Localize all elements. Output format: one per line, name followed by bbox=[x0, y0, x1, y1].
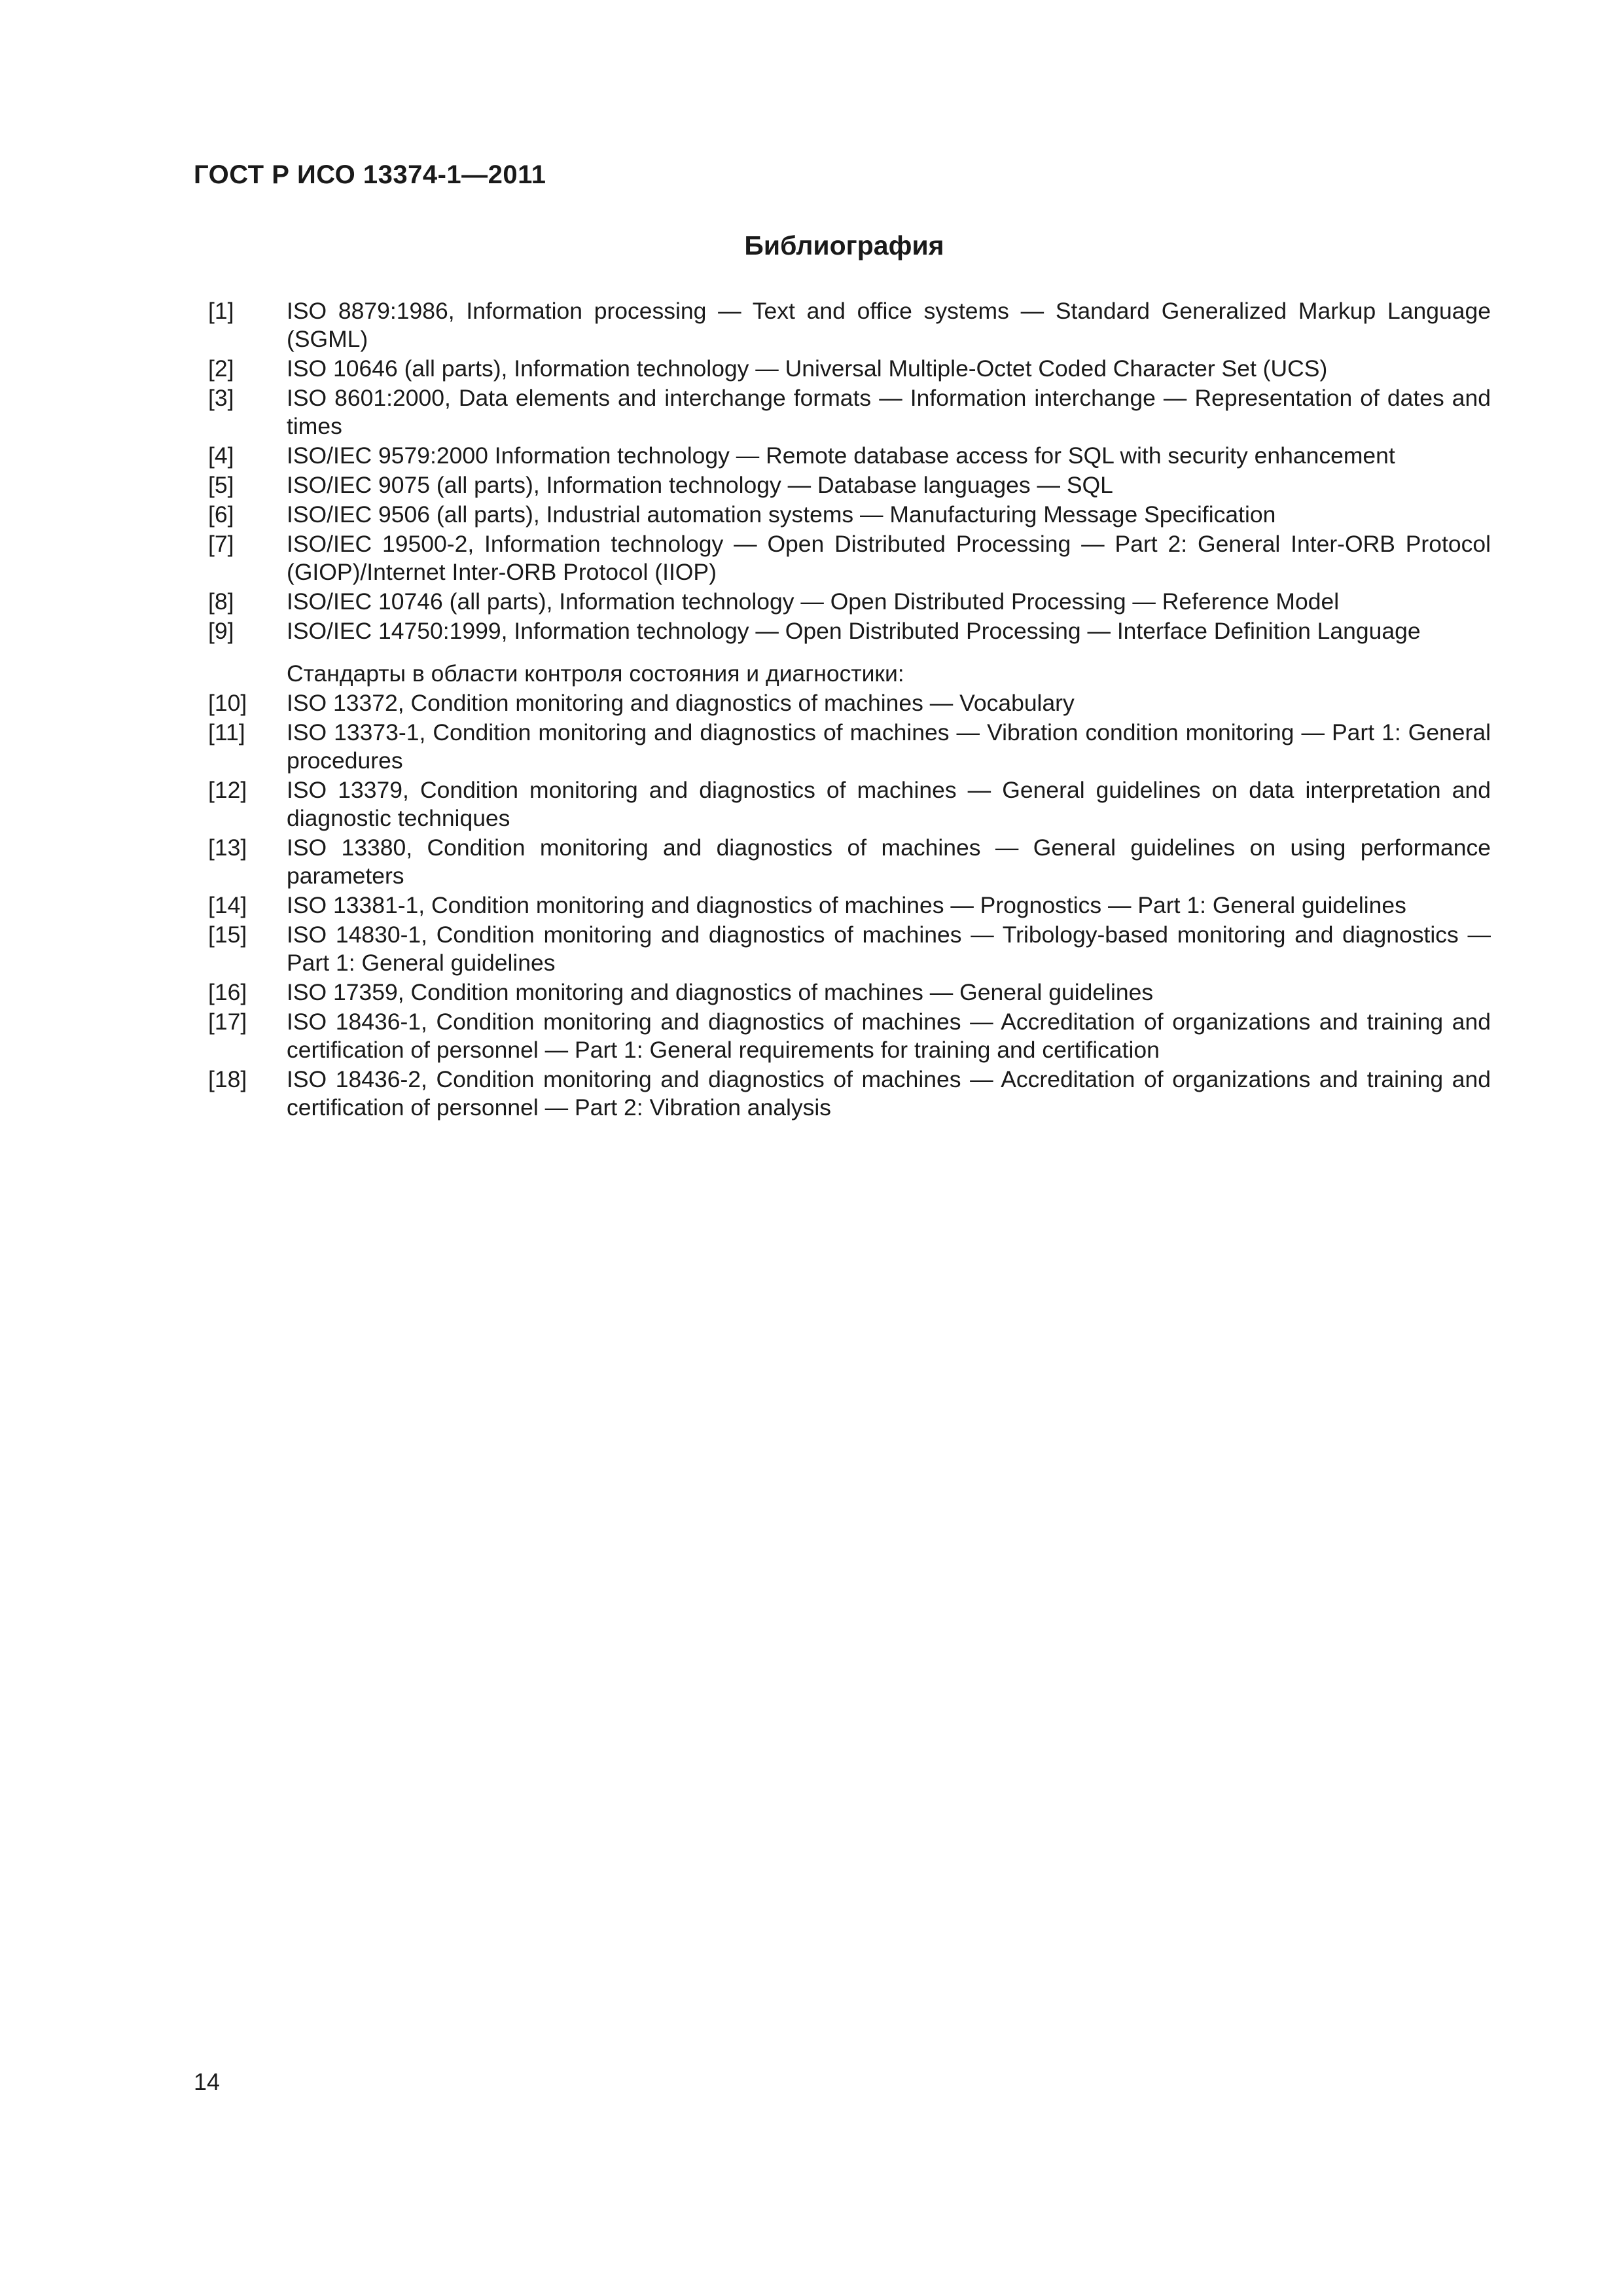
reference-number: [4] bbox=[208, 442, 234, 469]
reference-number: [5] bbox=[208, 472, 234, 498]
reference-text: ISO 8879:1986, Information processing — Text and office systems — Standard Generalized Markup Language (SGML) bbox=[287, 298, 1491, 352]
bibliography-item-10 bbox=[208, 689, 1491, 717]
reference-number: [18] bbox=[208, 1066, 247, 1092]
reference-text: ISO/IEC 9579:2000 Information technology — Remote database access for SQL with security enhancement bbox=[287, 442, 1395, 469]
reference-text: ISO/IEC 19500-2, Information technology — Open Distributed Processing — Part 2: General Inter-ORB Protocol (GIOP)/Internet Inter-ORB Protocol (IIOP) bbox=[287, 531, 1491, 585]
reference-number: [17] bbox=[208, 1009, 247, 1035]
reference-text: ISO/IEC 9506 (all parts), Industrial automation systems — Manufacturing Message Specification bbox=[287, 501, 1276, 528]
bibliography-item-6 bbox=[208, 501, 1491, 529]
bibliography-item-3 bbox=[208, 384, 1491, 440]
reference-text: ISO 13373-1, Condition monitoring and diagnostics of machines — Vibration condition monitoring — Part 1: General procedures bbox=[287, 719, 1491, 774]
bibliography-item-9 bbox=[208, 617, 1491, 645]
bibliography-title: Библиография bbox=[744, 230, 944, 260]
reference-number: [12] bbox=[208, 777, 247, 803]
reference-text: ISO/IEC 10746 (all parts), Information technology — Open Distributed Processing — Reference Model bbox=[287, 588, 1340, 615]
reference-number: [3] bbox=[208, 385, 234, 411]
reference-text: ISO 14830-1, Condition monitoring and diagnostics of machines — Tribology-based monitoring and diagnostics — Part 1: General guidelines bbox=[287, 922, 1491, 976]
reference-text: ISO 13372, Condition monitoring and diagnostics of machines — Vocabulary bbox=[287, 690, 1075, 716]
bibliography-item-15 bbox=[208, 921, 1491, 977]
reference-number: [8] bbox=[208, 588, 234, 615]
reference-text: ISO 18436-2, Condition monitoring and diagnostics of machines — Accreditation of organizations and training and certification of personnel — Part 2: Vibration analysis bbox=[287, 1066, 1491, 1121]
reference-number: [13] bbox=[208, 834, 247, 861]
reference-text: ISO 8601:2000, Data elements and interchange formats — Information interchange — Representation of dates and times bbox=[287, 385, 1491, 439]
bibliography-item-5 bbox=[208, 471, 1491, 499]
reference-number: [2] bbox=[208, 355, 234, 382]
bibliography-item-18 bbox=[208, 1066, 1491, 1122]
reference-text: ISO 13380, Condition monitoring and diagnostics of machines — General guidelines on using performance parameters bbox=[287, 834, 1491, 889]
reference-number: [16] bbox=[208, 979, 247, 1005]
bibliography-item-1 bbox=[208, 297, 1491, 353]
reference-number: [14] bbox=[208, 892, 247, 918]
reference-text: ISO 18436-1, Condition monitoring and diagnostics of machines — Accreditation of organizations and training and certification of personnel — Part 1: General requirements for training and certification bbox=[287, 1009, 1491, 1063]
reference-number: [6] bbox=[208, 501, 234, 528]
bibliography-item-12 bbox=[208, 776, 1491, 833]
bibliography-subheading: Стандарты в области контроля состояния и диагностики: bbox=[287, 660, 904, 687]
bibliography-item-14 bbox=[208, 891, 1491, 920]
bibliography-item-17 bbox=[208, 1008, 1491, 1064]
bibliography-item-11 bbox=[208, 719, 1491, 775]
reference-text: ISO 13381-1, Condition monitoring and diagnostics of machines — Prognostics — Part 1: General guidelines bbox=[287, 892, 1406, 918]
reference-text: ISO 10646 (all parts), Information technology — Universal Multiple-Octet Coded Character Set (UCS) bbox=[287, 355, 1328, 382]
bibliography-item-2 bbox=[208, 355, 1491, 383]
reference-number: [15] bbox=[208, 922, 247, 948]
reference-number: [10] bbox=[208, 690, 247, 716]
bibliography-item-8 bbox=[208, 588, 1491, 616]
document-header: ГОСТ Р ИСО 13374-1—2011 bbox=[194, 160, 546, 189]
reference-number: [11] bbox=[208, 719, 245, 745]
bibliography-list bbox=[208, 297, 1491, 1123]
reference-number: [7] bbox=[208, 531, 234, 557]
bibliography-item-16 bbox=[208, 978, 1491, 1007]
reference-text: ISO/IEC 9075 (all parts), Information technology — Database languages — SQL bbox=[287, 472, 1113, 498]
bibliography-item-13 bbox=[208, 834, 1491, 890]
reference-number: [9] bbox=[208, 618, 234, 644]
bibliography-item-4 bbox=[208, 442, 1491, 470]
reference-number: [1] bbox=[208, 298, 234, 324]
bibliography-item-7 bbox=[208, 530, 1491, 586]
reference-text: ISO/IEC 14750:1999, Information technology — Open Distributed Processing — Interface Definition Language bbox=[287, 618, 1421, 644]
reference-text: ISO 17359, Condition monitoring and diagnostics of machines — General guidelines bbox=[287, 979, 1154, 1005]
page-number: 14 bbox=[194, 2068, 221, 2095]
reference-text: ISO 13379, Condition monitoring and diagnostics of machines — General guidelines on data interpretation and diagnostic techniques bbox=[287, 777, 1491, 831]
